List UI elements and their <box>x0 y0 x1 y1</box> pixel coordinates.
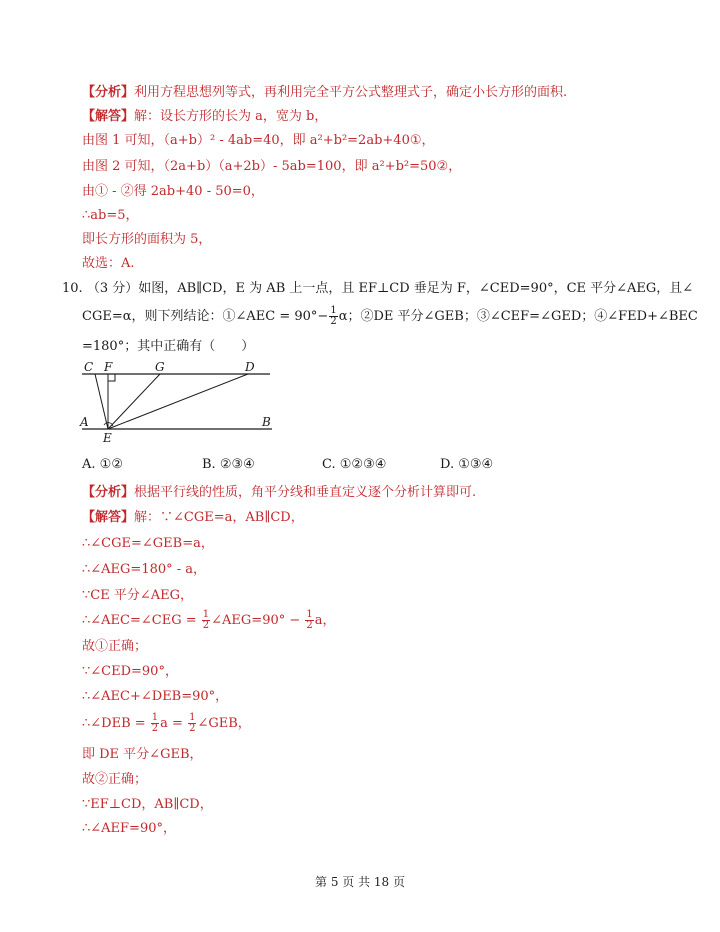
solution-analysis-text: 根据平行线的性质，角平分线和垂直定义逐个分析计算即可. <box>134 485 477 500</box>
analysis-tag: 【分析】 <box>82 85 135 100</box>
prev-answer-line4: 由① - ②得 2ab+40 - 50=0， <box>82 184 264 199</box>
prev-analysis-text: 利用方程思想列等式，再利用完全平方公式整理式子，确定小长方形的面积. <box>134 85 568 100</box>
prev-answer-line5: ∴ab=5， <box>82 208 139 223</box>
question-text1: 如图，AB∥CD，E 为 AB 上一点，且 EF⊥CD 垂足为 F，∠CED=90°，CE 平分∠AEG，且∠ <box>138 281 694 296</box>
question-number: 10. <box>62 281 83 296</box>
question-text2b: α；②DE 平分∠GEB；③∠CEF=∠GED；④∠FED+∠BEC <box>338 309 698 324</box>
solution-line7: ∵∠CED=90°， <box>82 664 178 679</box>
label-c: C <box>84 360 94 374</box>
solution-line10: 即 DE 平分∠GEB， <box>82 747 203 762</box>
solution-line2: ∴∠CGE=∠GEB=a， <box>82 536 214 551</box>
question-line2 <box>82 306 698 327</box>
solution-answer-tag: 【解答】 <box>82 510 135 525</box>
solution-line13: ∴∠AEF=90°， <box>82 821 176 836</box>
segment-de <box>108 374 248 429</box>
solution-line12: ∵EF⊥CD，AB∥CD， <box>82 797 213 812</box>
solution-line6: 故①正确； <box>82 639 148 654</box>
option-a[interactable]: A. ①② <box>82 457 123 472</box>
right-angle-mark <box>108 374 115 381</box>
question-line3: =180°；其中正确有（ ） <box>82 339 255 354</box>
label-a: A <box>80 415 89 429</box>
label-b: B <box>262 415 271 429</box>
option-b[interactable]: B. ②③④ <box>202 457 255 472</box>
question-fraction: $\frac{1}{2}$ <box>330 305 337 327</box>
label-e: E <box>103 431 112 445</box>
solution-analysis-tag: 【分析】 <box>82 485 135 500</box>
answer-tag: 【解答】 <box>82 109 135 124</box>
solution-line9: ∴∠DEB = $\frac{1}{2}$ a = $\frac{1}{2}$ ∠GEB， <box>82 712 251 734</box>
prev-answer-line7: 故选：A. <box>82 256 135 271</box>
prev-analysis-line <box>82 84 567 102</box>
prev-answer-line1: 解：设长方形的长为 a，宽为 b， <box>134 109 328 124</box>
solution-answer-line <box>82 509 304 527</box>
segment-ge <box>108 374 160 429</box>
prev-answer-line2: 由图 1 可知，（a+b）² - 4ab=40，即 a²+b²=2ab+40①， <box>82 133 435 148</box>
solution-line11: 故②正确； <box>82 772 148 787</box>
segment-ce <box>95 374 108 429</box>
solution-line8: ∴∠AEC+∠DEB=90°， <box>82 689 229 704</box>
option-d[interactable]: D. ①③④ <box>440 457 494 472</box>
page-footer: 第 5 页 共 18 页 <box>315 875 405 889</box>
solution-line3: ∴∠AEG=180° - a， <box>82 562 207 577</box>
solution-line5: ∴∠AEC=∠CEG = $\frac{1}{2}$ ∠AEG=90° − $\frac{1}{2}$ a， <box>82 609 336 631</box>
question-text2a: CGE=α，则下列结论：①∠AEC = 90°− <box>82 309 329 324</box>
question-score: （3 分） <box>86 281 139 296</box>
label-f: F <box>104 360 113 374</box>
solution-line1: 解：∵∠CGE=a，AB∥CD， <box>134 510 304 525</box>
prev-answer-line <box>82 108 327 126</box>
prev-answer-line3: 由图 2 可知，（2a+b）（a+2b）- 5ab=100，即 a²+b²=50②， <box>82 159 462 174</box>
solution-line4: ∵CE 平分∠AEG， <box>82 588 193 603</box>
label-d: D <box>245 360 255 374</box>
geometry-figure <box>78 358 278 448</box>
question-line1 <box>62 280 693 298</box>
prev-answer-line6: 即长方形的面积为 5， <box>82 232 212 247</box>
label-g: G <box>155 360 165 374</box>
option-c[interactable]: C. ①②③④ <box>322 457 387 472</box>
solution-analysis-line <box>82 484 476 502</box>
